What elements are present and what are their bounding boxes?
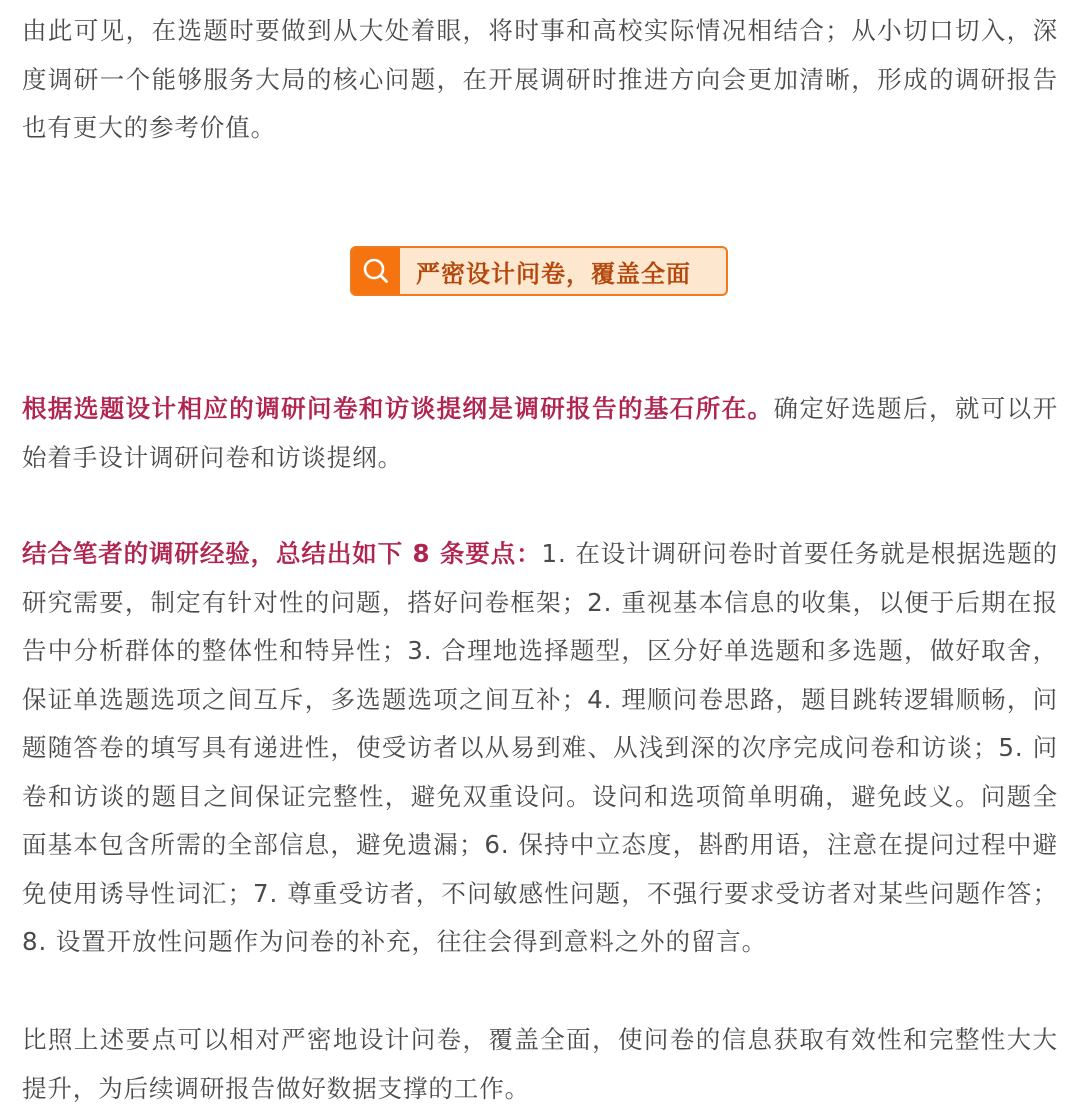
section-header-badge <box>350 246 728 296</box>
paragraph-text: 由此可见，在选题时要做到从大处着眼，将时事和高校实际情况相结合；从小切口切入，深度调研一个能够服务大局的核心问题，在开展调研时推进方向会更加清晰，形成的调研报告也有更大的参考价值。 <box>22 16 1058 142</box>
paragraph-eight-key-points <box>22 530 1058 967</box>
paragraph-text: 确定好选题后，就可以开始着手设计调研问卷和访谈提纲。 <box>22 394 1058 472</box>
paragraph-summary <box>22 1016 1058 1113</box>
section-title: 严密设计问卷，覆盖全面 <box>416 259 691 288</box>
emphasis-text: 结合笔者的调研经验，总结出如下 8 条要点： <box>22 539 542 568</box>
paragraph-questionnaire-foundation <box>22 385 1058 482</box>
paragraph-text: 比照上述要点可以相对严密地设计问卷，覆盖全面，使问卷的信息获取有效性和完整性大大提升，为后续调研报告做好数据支撑的工作。 <box>22 1025 1058 1103</box>
paragraph-topic-selection-conclusion <box>22 7 1058 153</box>
emphasis-text: 根据选题设计相应的调研问卷和访谈提纲是调研报告的基石所在。 <box>22 394 774 423</box>
badge-icon-container <box>352 248 400 294</box>
search-icon <box>361 256 391 286</box>
paragraph-text: 1. 在设计调研问卷时首要任务就是根据选题的研究需要，制定有针对性的问题，搭好问卷框架；2. 重视基本信息的收集，以便于后期在报告中分析群体的整体性和特异性；3. 合理地选择题型，区分好单选题和多选题，做好取舍，保证单选题选项之间互斥，多选题选项之间互补；4. 理顺问卷思路，题目跳转逻辑顺畅，问题随答卷的填写具有递进性，使受访者以从易到难、从浅到深的次序完成问卷和访谈；5. 问卷和访谈的题目之间保证完整性，避免双重设问。设问和选项简单明确，避免歧义。问题全面基本包含所需的全部信息，避免遗漏；6. 保持中立态度，斟酌用语，注意在提问过程中避免使用诱导性词汇；7. 尊重受访者，不问敏感性问题，不强行要求受访者对某些问题作答；8. 设置开放性问题作为问卷的补充，往往会得到意料之外的留言。 <box>22 539 1059 956</box>
